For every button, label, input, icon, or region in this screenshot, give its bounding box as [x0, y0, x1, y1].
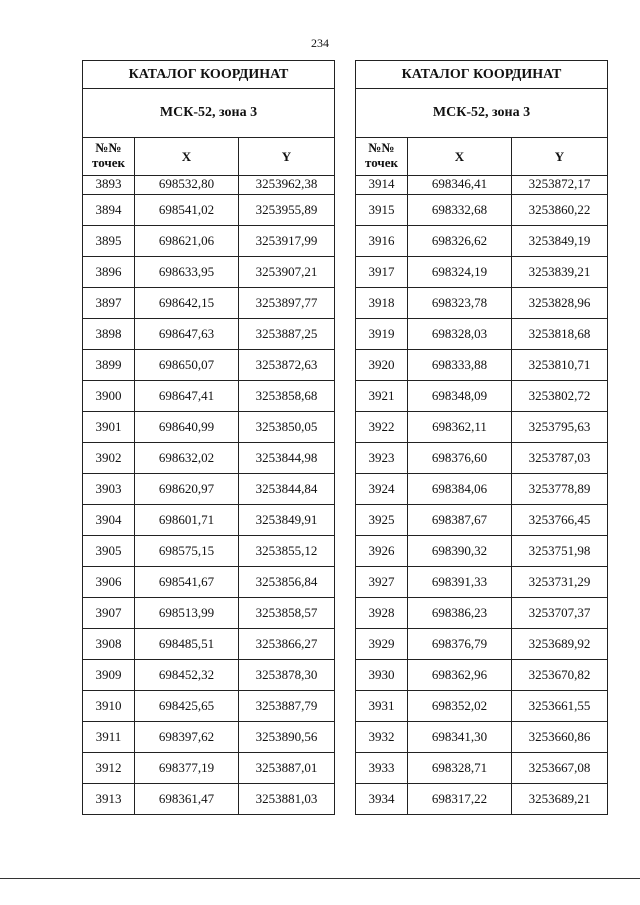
table-row [83, 443, 335, 474]
table-row [356, 753, 608, 784]
x-coordinate-cell: 698333,88 [408, 350, 512, 381]
table-row [83, 257, 335, 288]
x-coordinate-cell: 698386,23 [408, 598, 512, 629]
x-coordinate-cell: 698642,15 [135, 288, 239, 319]
x-coordinate-cell: 698485,51 [135, 629, 239, 660]
x-coordinate-cell: 698621,06 [135, 226, 239, 257]
y-coordinate-cell: 3253858,57 [239, 598, 335, 629]
point-number-cell: 3933 [356, 753, 408, 784]
y-coordinate-cell: 3253751,98 [512, 536, 608, 567]
y-coordinate-cell: 3253689,21 [512, 784, 608, 815]
catalog-title: КАТАЛОГ КООРДИНАТ [83, 61, 335, 89]
column-header-point-number: №№ точек [83, 138, 135, 176]
point-number-cell: 3915 [356, 195, 408, 226]
point-number-cell: 3923 [356, 443, 408, 474]
table-row [356, 629, 608, 660]
y-coordinate-cell: 3253897,77 [239, 288, 335, 319]
table-row [356, 567, 608, 598]
y-coordinate-cell: 3253907,21 [239, 257, 335, 288]
table-row [356, 176, 608, 195]
x-coordinate-cell: 698328,03 [408, 319, 512, 350]
table-row [83, 319, 335, 350]
point-number-cell: 3917 [356, 257, 408, 288]
table-row [83, 381, 335, 412]
point-number-cell: 3913 [83, 784, 135, 815]
table-row [356, 195, 608, 226]
y-coordinate-cell: 3253849,19 [512, 226, 608, 257]
x-coordinate-cell: 698452,32 [135, 660, 239, 691]
point-number-cell: 3901 [83, 412, 135, 443]
table-row [83, 691, 335, 722]
table-row [356, 412, 608, 443]
x-coordinate-cell: 698376,60 [408, 443, 512, 474]
point-number-cell: 3899 [83, 350, 135, 381]
table-row [356, 350, 608, 381]
point-number-cell: 3894 [83, 195, 135, 226]
column-header-point-number: №№ точек [356, 138, 408, 176]
table-row [356, 319, 608, 350]
catalog-title: КАТАЛОГ КООРДИНАТ [356, 61, 608, 89]
y-coordinate-cell: 3253731,29 [512, 567, 608, 598]
y-coordinate-cell: 3253689,92 [512, 629, 608, 660]
point-number-cell: 3895 [83, 226, 135, 257]
point-number-cell: 3921 [356, 381, 408, 412]
y-coordinate-cell: 3253878,30 [239, 660, 335, 691]
point-number-cell: 3903 [83, 474, 135, 505]
point-number-cell: 3925 [356, 505, 408, 536]
x-coordinate-cell: 698352,02 [408, 691, 512, 722]
point-number-cell: 3907 [83, 598, 135, 629]
x-coordinate-cell: 698341,30 [408, 722, 512, 753]
point-number-cell: 3920 [356, 350, 408, 381]
y-coordinate-cell: 3253670,82 [512, 660, 608, 691]
y-coordinate-cell: 3253667,08 [512, 753, 608, 784]
point-number-cell: 3900 [83, 381, 135, 412]
point-number-cell: 3897 [83, 288, 135, 319]
y-coordinate-cell: 3253872,17 [512, 176, 608, 195]
column-header-x: X [135, 138, 239, 176]
table-row [356, 288, 608, 319]
x-coordinate-cell: 698326,62 [408, 226, 512, 257]
column-header-y: Y [239, 138, 335, 176]
y-coordinate-cell: 3253887,25 [239, 319, 335, 350]
table-row [83, 629, 335, 660]
point-number-cell: 3934 [356, 784, 408, 815]
table-row [356, 660, 608, 691]
x-coordinate-cell: 698346,41 [408, 176, 512, 195]
catalog-subtitle: МСК-52, зона 3 [356, 89, 608, 138]
point-number-cell: 3932 [356, 722, 408, 753]
catalog-rows [356, 176, 608, 815]
table-row [83, 350, 335, 381]
y-coordinate-cell: 3253866,27 [239, 629, 335, 660]
table-row [356, 505, 608, 536]
y-coordinate-cell: 3253855,12 [239, 536, 335, 567]
x-coordinate-cell: 698362,96 [408, 660, 512, 691]
x-coordinate-cell: 698650,07 [135, 350, 239, 381]
y-coordinate-cell: 3253818,68 [512, 319, 608, 350]
table-row [83, 226, 335, 257]
y-coordinate-cell: 3253881,03 [239, 784, 335, 815]
point-number-cell: 3924 [356, 474, 408, 505]
x-coordinate-cell: 698323,78 [408, 288, 512, 319]
table-row [356, 257, 608, 288]
table-row [356, 474, 608, 505]
coordinate-catalog-right [355, 60, 608, 815]
table-row [83, 753, 335, 784]
table-row [356, 536, 608, 567]
x-coordinate-cell: 698387,67 [408, 505, 512, 536]
x-coordinate-cell: 698633,95 [135, 257, 239, 288]
table-row [83, 660, 335, 691]
table-row [83, 412, 335, 443]
point-number-cell: 3911 [83, 722, 135, 753]
point-number-cell: 3922 [356, 412, 408, 443]
x-coordinate-cell: 698332,68 [408, 195, 512, 226]
x-coordinate-cell: 698391,33 [408, 567, 512, 598]
table-row [356, 691, 608, 722]
point-number-cell: 3912 [83, 753, 135, 784]
y-coordinate-cell: 3253849,91 [239, 505, 335, 536]
point-number-cell: 3908 [83, 629, 135, 660]
y-coordinate-cell: 3253795,63 [512, 412, 608, 443]
point-number-cell: 3896 [83, 257, 135, 288]
y-coordinate-cell: 3253844,98 [239, 443, 335, 474]
y-coordinate-cell: 3253890,56 [239, 722, 335, 753]
y-coordinate-cell: 3253856,84 [239, 567, 335, 598]
x-coordinate-cell: 698601,71 [135, 505, 239, 536]
y-coordinate-cell: 3253802,72 [512, 381, 608, 412]
point-number-cell: 3904 [83, 505, 135, 536]
table-row [83, 288, 335, 319]
table-row [83, 536, 335, 567]
catalog-subtitle: МСК-52, зона 3 [83, 89, 335, 138]
point-number-cell: 3893 [83, 176, 135, 195]
x-coordinate-cell: 698362,11 [408, 412, 512, 443]
table-row [83, 567, 335, 598]
y-coordinate-cell: 3253887,01 [239, 753, 335, 784]
x-coordinate-cell: 698647,63 [135, 319, 239, 350]
column-header-x: X [408, 138, 512, 176]
x-coordinate-cell: 698620,97 [135, 474, 239, 505]
x-coordinate-cell: 698324,19 [408, 257, 512, 288]
y-coordinate-cell: 3253850,05 [239, 412, 335, 443]
coordinate-catalog-left [82, 60, 335, 815]
x-coordinate-cell: 698376,79 [408, 629, 512, 660]
x-coordinate-cell: 698640,99 [135, 412, 239, 443]
point-number-cell: 3909 [83, 660, 135, 691]
y-coordinate-cell: 3253766,45 [512, 505, 608, 536]
point-number-cell: 3898 [83, 319, 135, 350]
point-number-cell: 3916 [356, 226, 408, 257]
y-coordinate-cell: 3253860,22 [512, 195, 608, 226]
y-coordinate-cell: 3253810,71 [512, 350, 608, 381]
table-row [356, 722, 608, 753]
y-coordinate-cell: 3253661,55 [512, 691, 608, 722]
x-coordinate-cell: 698397,62 [135, 722, 239, 753]
x-coordinate-cell: 698361,47 [135, 784, 239, 815]
x-coordinate-cell: 698328,71 [408, 753, 512, 784]
x-coordinate-cell: 698377,19 [135, 753, 239, 784]
y-coordinate-cell: 3253917,99 [239, 226, 335, 257]
table-row [356, 226, 608, 257]
x-coordinate-cell: 698632,02 [135, 443, 239, 474]
y-coordinate-cell: 3253887,79 [239, 691, 335, 722]
column-header-y: Y [512, 138, 608, 176]
x-coordinate-cell: 698425,65 [135, 691, 239, 722]
page-number: 234 [311, 36, 329, 50]
x-coordinate-cell: 698384,06 [408, 474, 512, 505]
x-coordinate-cell: 698575,15 [135, 536, 239, 567]
table-row [83, 722, 335, 753]
x-coordinate-cell: 698348,09 [408, 381, 512, 412]
point-number-cell: 3910 [83, 691, 135, 722]
y-coordinate-cell: 3253844,84 [239, 474, 335, 505]
point-number-cell: 3926 [356, 536, 408, 567]
point-number-cell: 3927 [356, 567, 408, 598]
y-coordinate-cell: 3253787,03 [512, 443, 608, 474]
table-row [83, 598, 335, 629]
point-number-cell: 3902 [83, 443, 135, 474]
point-number-cell: 3919 [356, 319, 408, 350]
x-coordinate-cell: 698532,80 [135, 176, 239, 195]
table-row [83, 176, 335, 195]
table-row [356, 443, 608, 474]
table-row [356, 598, 608, 629]
point-number-cell: 3906 [83, 567, 135, 598]
table-row [356, 381, 608, 412]
x-coordinate-cell: 698513,99 [135, 598, 239, 629]
table-row [83, 505, 335, 536]
point-number-cell: 3905 [83, 536, 135, 567]
y-coordinate-cell: 3253839,21 [512, 257, 608, 288]
x-coordinate-cell: 698317,22 [408, 784, 512, 815]
table-row [83, 195, 335, 226]
y-coordinate-cell: 3253955,89 [239, 195, 335, 226]
point-number-cell: 3914 [356, 176, 408, 195]
y-coordinate-cell: 3253858,68 [239, 381, 335, 412]
point-number-cell: 3931 [356, 691, 408, 722]
y-coordinate-cell: 3253778,89 [512, 474, 608, 505]
catalog-rows [83, 176, 335, 815]
x-coordinate-cell: 698390,32 [408, 536, 512, 567]
point-number-cell: 3930 [356, 660, 408, 691]
table-row [83, 474, 335, 505]
y-coordinate-cell: 3253660,86 [512, 722, 608, 753]
y-coordinate-cell: 3253828,96 [512, 288, 608, 319]
y-coordinate-cell: 3253872,63 [239, 350, 335, 381]
x-coordinate-cell: 698647,41 [135, 381, 239, 412]
point-number-cell: 3928 [356, 598, 408, 629]
point-number-cell: 3929 [356, 629, 408, 660]
y-coordinate-cell: 3253962,38 [239, 176, 335, 195]
point-number-cell: 3918 [356, 288, 408, 319]
x-coordinate-cell: 698541,02 [135, 195, 239, 226]
page-footer-rule [0, 878, 640, 879]
table-row [356, 784, 608, 815]
table-row [83, 784, 335, 815]
x-coordinate-cell: 698541,67 [135, 567, 239, 598]
y-coordinate-cell: 3253707,37 [512, 598, 608, 629]
